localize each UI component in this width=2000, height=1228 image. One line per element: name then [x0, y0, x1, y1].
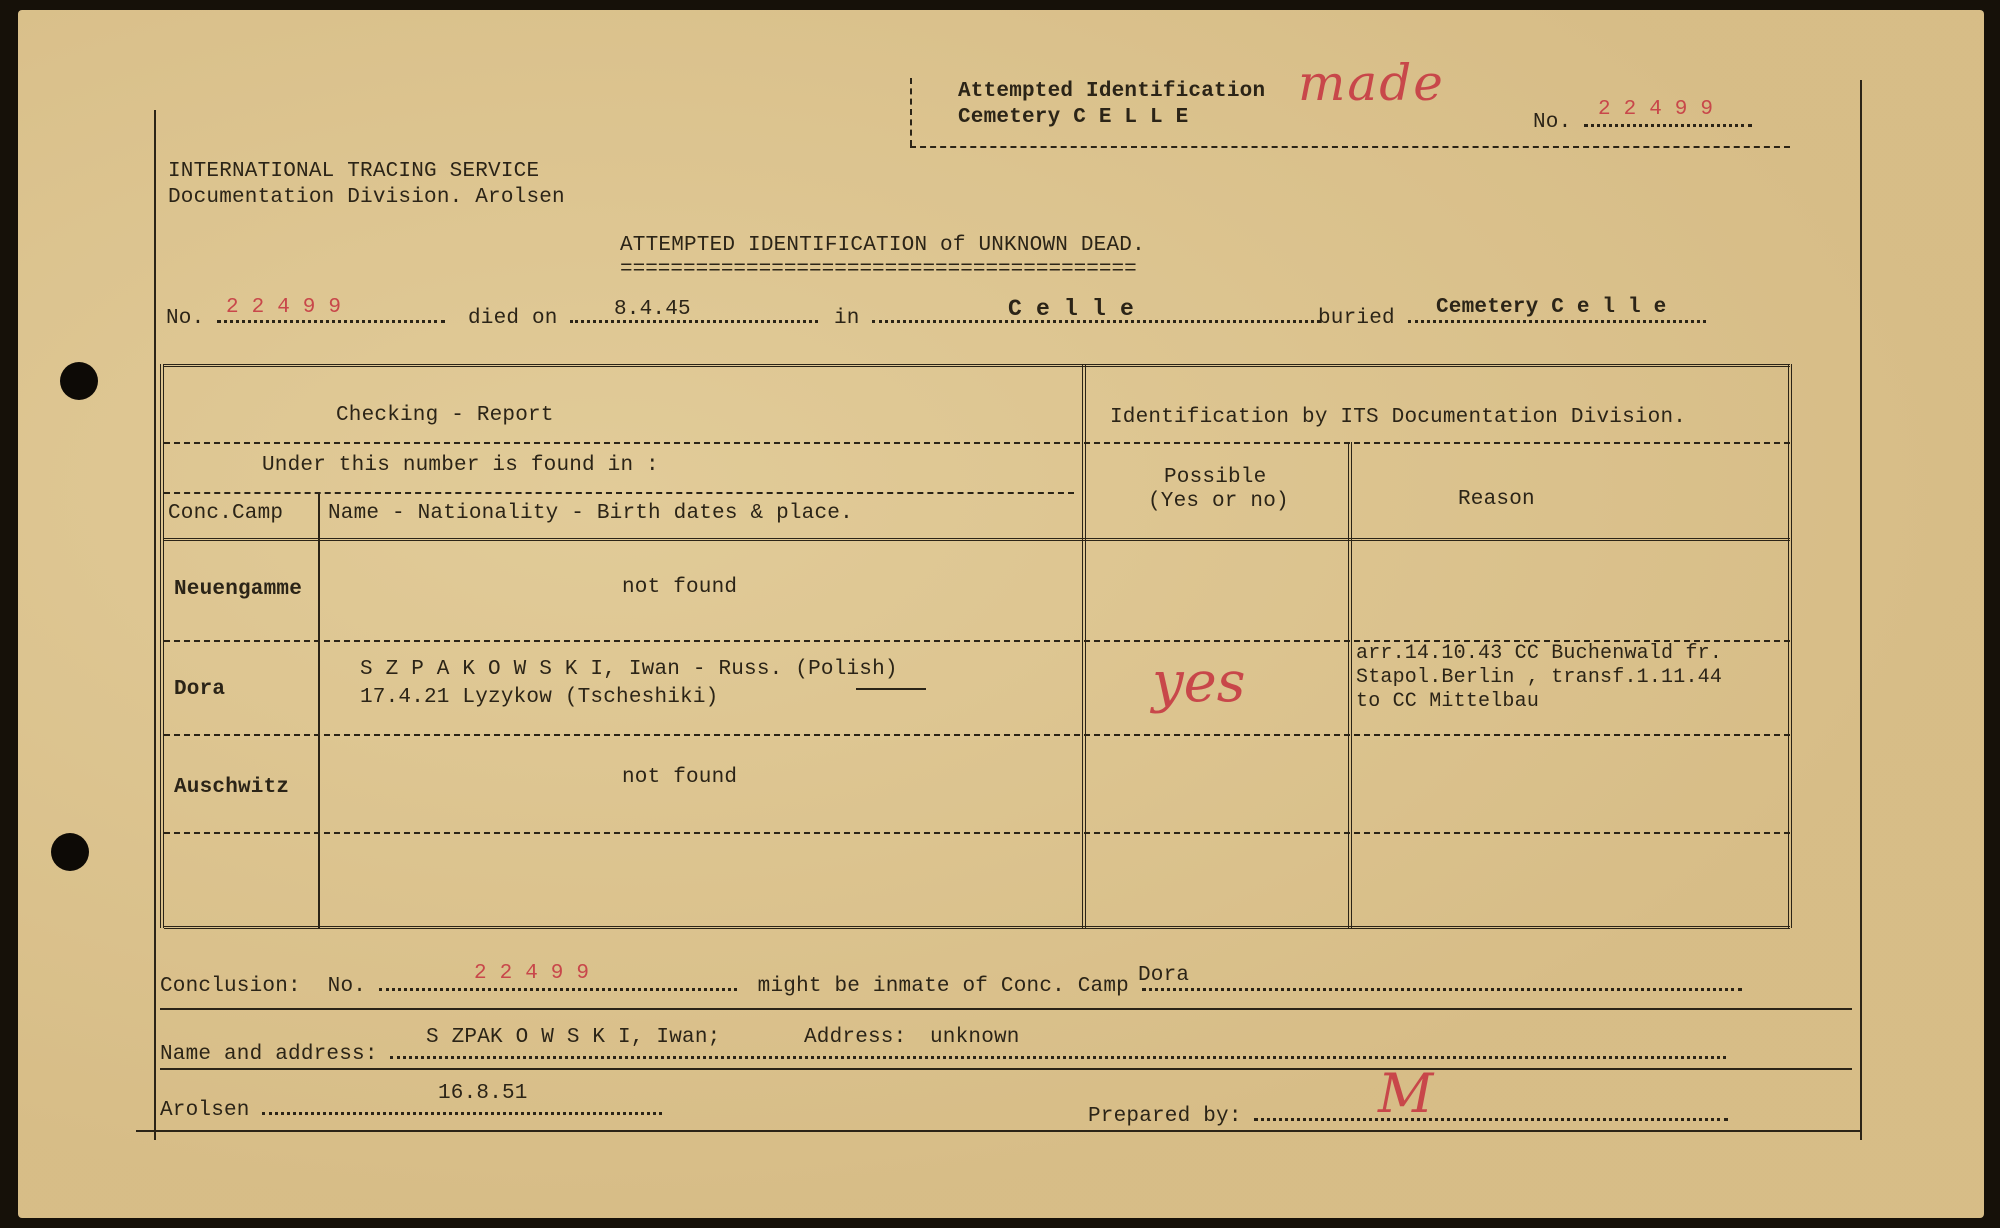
conclusion-no-value: 2 2 4 9 9 — [474, 962, 590, 985]
record-died-field: died on — [468, 304, 818, 330]
address-value: unknown — [930, 1026, 1020, 1049]
record-in-field: in — [834, 304, 1320, 330]
russ-underline — [856, 688, 926, 690]
table-right-border — [1788, 364, 1792, 928]
frame-bottom-line — [136, 1130, 1861, 1132]
header-no-field: No. — [1533, 108, 1752, 134]
table-row-2-name-line-2: 17.4.21 Lyzykow (Tscheshiki) — [360, 686, 719, 709]
name-address-line: Name and address: — [160, 1040, 1726, 1066]
record-buried-field: buried — [1318, 304, 1706, 330]
record-no-value: 2 2 4 9 9 — [226, 296, 342, 319]
footer-place-line: Arolsen — [160, 1096, 662, 1122]
record-died-value: 8.4.45 — [614, 298, 691, 321]
table-row-3-name: not found — [622, 766, 738, 789]
table-row-2-camp: Dora — [174, 678, 226, 701]
table-top-border — [164, 364, 1790, 367]
name-address-name-value: S ZPAK O W S K I, Iwan; — [426, 1026, 721, 1049]
document-card — [18, 10, 1984, 1218]
address-label: Address: — [804, 1026, 907, 1049]
record-no-field: No. — [166, 304, 445, 330]
checking-report-header: Checking - Report — [336, 404, 554, 427]
frame-left-line — [154, 110, 156, 1140]
table-row-3-camp: Auschwitz — [174, 776, 290, 799]
column-header-camp: Conc.Camp — [168, 502, 284, 525]
record-buried-value: Cemetery C e l l e — [1436, 296, 1667, 319]
column-header-possible-2: (Yes or no) — [1148, 490, 1289, 513]
table-row-2-reason-line-2: Stapol.Berlin , transf.1.11.44 — [1356, 666, 1723, 689]
table-row-2-reason-line-1: arr.14.10.43 CC Buchenwald fr. — [1356, 642, 1723, 665]
conclusion-rule — [160, 1008, 1852, 1010]
stamp-box-bottom — [910, 146, 1790, 148]
found-in-label: Under this number is found in : — [262, 454, 659, 477]
page-title: ATTEMPTED IDENTIFICATION of UNKNOWN DEAD. — [620, 234, 1145, 257]
camp-column-divider — [318, 492, 320, 928]
identification-header: Identification by ITS Documentation Division. — [1110, 406, 1687, 429]
conclusion-line: Conclusion: No. might be inmate of Conc. Camp — [160, 972, 1742, 998]
table-row-1-name: not found — [622, 576, 738, 599]
footer-date-value: 16.8.51 — [438, 1082, 528, 1105]
org-line-1: INTERNATIONAL TRACING SERVICE — [168, 160, 540, 183]
stamp-line-2: Cemetery C E L L E — [958, 106, 1189, 129]
column-header-name: Name - Nationality - Birth dates & place. — [328, 502, 853, 525]
conclusion-camp-value: Dora — [1138, 964, 1190, 987]
record-in-value: C e l l e — [1008, 296, 1135, 322]
table-row-2-name-line-1: S Z P A K O W S K I, Iwan - Russ. (Polish) — [360, 658, 898, 681]
column-header-bottom — [164, 538, 1790, 541]
punch-hole-top — [60, 362, 98, 400]
table-row-2-possible-yes: yes — [1152, 650, 1246, 715]
frame-right-line — [1860, 80, 1862, 1140]
table-row-1-camp: Neuengamme — [174, 578, 303, 601]
punch-hole-bottom — [51, 833, 89, 871]
checking-identification-divider — [1082, 364, 1086, 928]
row-3-bottom — [164, 832, 1790, 834]
stamp-box-left — [910, 78, 912, 146]
prepared-by-line: Prepared by: — [1088, 1102, 1728, 1128]
possible-reason-divider — [1348, 442, 1352, 928]
header-no-value: 2 2 4 9 9 — [1598, 98, 1714, 121]
handwritten-made-annotation: made — [1298, 54, 1445, 112]
table-row-2-reason-line-3: to CC Mittelbau — [1356, 690, 1540, 713]
prepared-by-initial: M — [1378, 1062, 1434, 1125]
org-line-2: Documentation Division. Arolsen — [168, 186, 565, 209]
table-bottom-border — [164, 926, 1790, 929]
row-2-bottom — [164, 734, 1790, 736]
table-left-border — [160, 364, 164, 928]
name-address-rule — [160, 1068, 1852, 1070]
found-in-divider — [164, 492, 1074, 494]
column-header-reason: Reason — [1458, 488, 1535, 511]
title-underline: ========================================= — [620, 258, 1137, 281]
stamp-line-1: Attempted Identification — [958, 80, 1266, 103]
table-header-divider — [164, 442, 1790, 444]
column-header-possible-1: Possible — [1164, 466, 1267, 489]
